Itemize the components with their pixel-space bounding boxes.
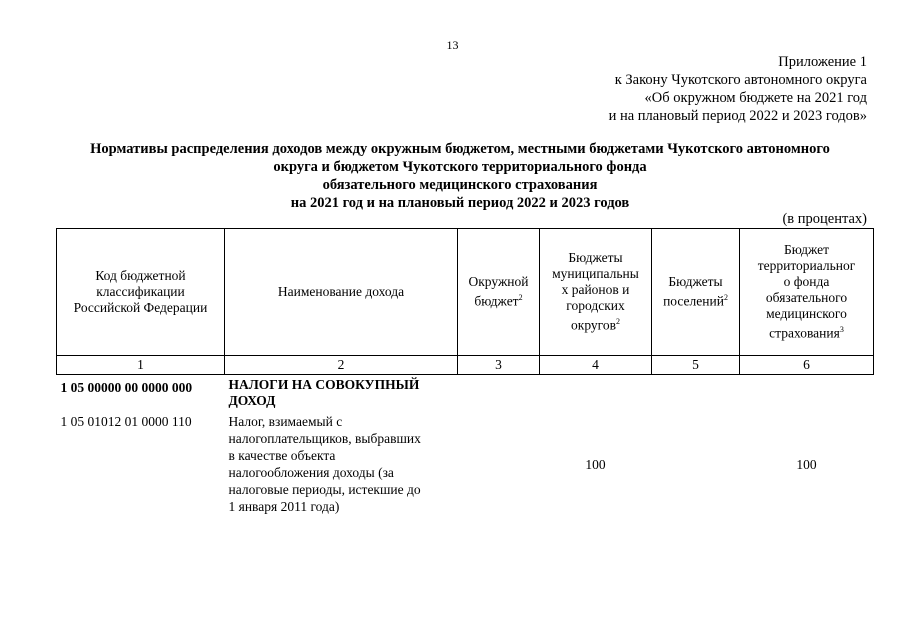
title-line: округа и бюджетом Чукотского территориального фонда (273, 159, 647, 175)
table-row (57, 375, 874, 412)
title-line: обязательного медицинского страхования (322, 177, 598, 193)
column-number: 4 (540, 356, 652, 375)
row-code: 1 05 01012 01 0000 110 (60, 414, 192, 429)
row-name: Налог, взимаемый с налогоплательщиков, выбравших в качестве объекта налогообложения доходы (за налоговые периоды, истекшие до 1 января 2011 года) (228, 414, 421, 514)
column-number-row (57, 356, 874, 375)
row-name: НАЛОГИ НА СОВОКУПНЫЙ ДОХОД (228, 377, 420, 408)
column-number: 6 (740, 356, 874, 375)
title-line: Нормативы распределения доходов между окружным бюджетом, местными бюджетами Чукотского автономного (90, 141, 830, 157)
header-insurance-fund: Бюджет территориальног о фонда обязательного медицинского страхования$^3$ (740, 229, 874, 356)
row-code: 1 05 00000 00 0000 000 (60, 380, 193, 395)
appendix-line: «Об окружном бюджете на 2021 год (644, 90, 867, 106)
appendix-line: Приложение 1 (778, 54, 867, 70)
header-name: Наименование дохода (225, 229, 458, 356)
title-line: на 2021 год и на плановый период 2022 и 2023 годов (290, 195, 630, 211)
header-code: Код бюджетной классификации Российской Федерации (57, 229, 225, 356)
row-district-value (458, 411, 540, 517)
document-title (60, 140, 860, 212)
column-number: 2 (225, 356, 458, 375)
header-municipal-budgets: Бюджеты муниципальны х районов и городских округов$^2$ (540, 229, 652, 356)
appendix-line: и на плановый период 2022 и 2023 годов» (608, 108, 867, 124)
revenue-norms-table (56, 228, 874, 517)
row-settlement-value (652, 411, 740, 517)
appendix-block (609, 53, 867, 125)
appendix-line: к Закону Чукотского автономного округа (614, 72, 867, 88)
column-number: 1 (57, 356, 225, 375)
header-settlement-budgets: Бюджеты поселений$^2$ (652, 229, 740, 356)
header-district-budget: Окружной бюджет$^2$ (458, 229, 540, 356)
row-fund-value: 100 (796, 456, 817, 472)
table-header-row (57, 229, 874, 356)
column-number: 3 (458, 356, 540, 375)
unit-note: (в процентах) (782, 211, 867, 227)
column-number: 5 (652, 356, 740, 375)
row-municipal-value: 100 (585, 456, 606, 472)
page-number: 13 (446, 38, 459, 52)
table-row (57, 411, 874, 517)
